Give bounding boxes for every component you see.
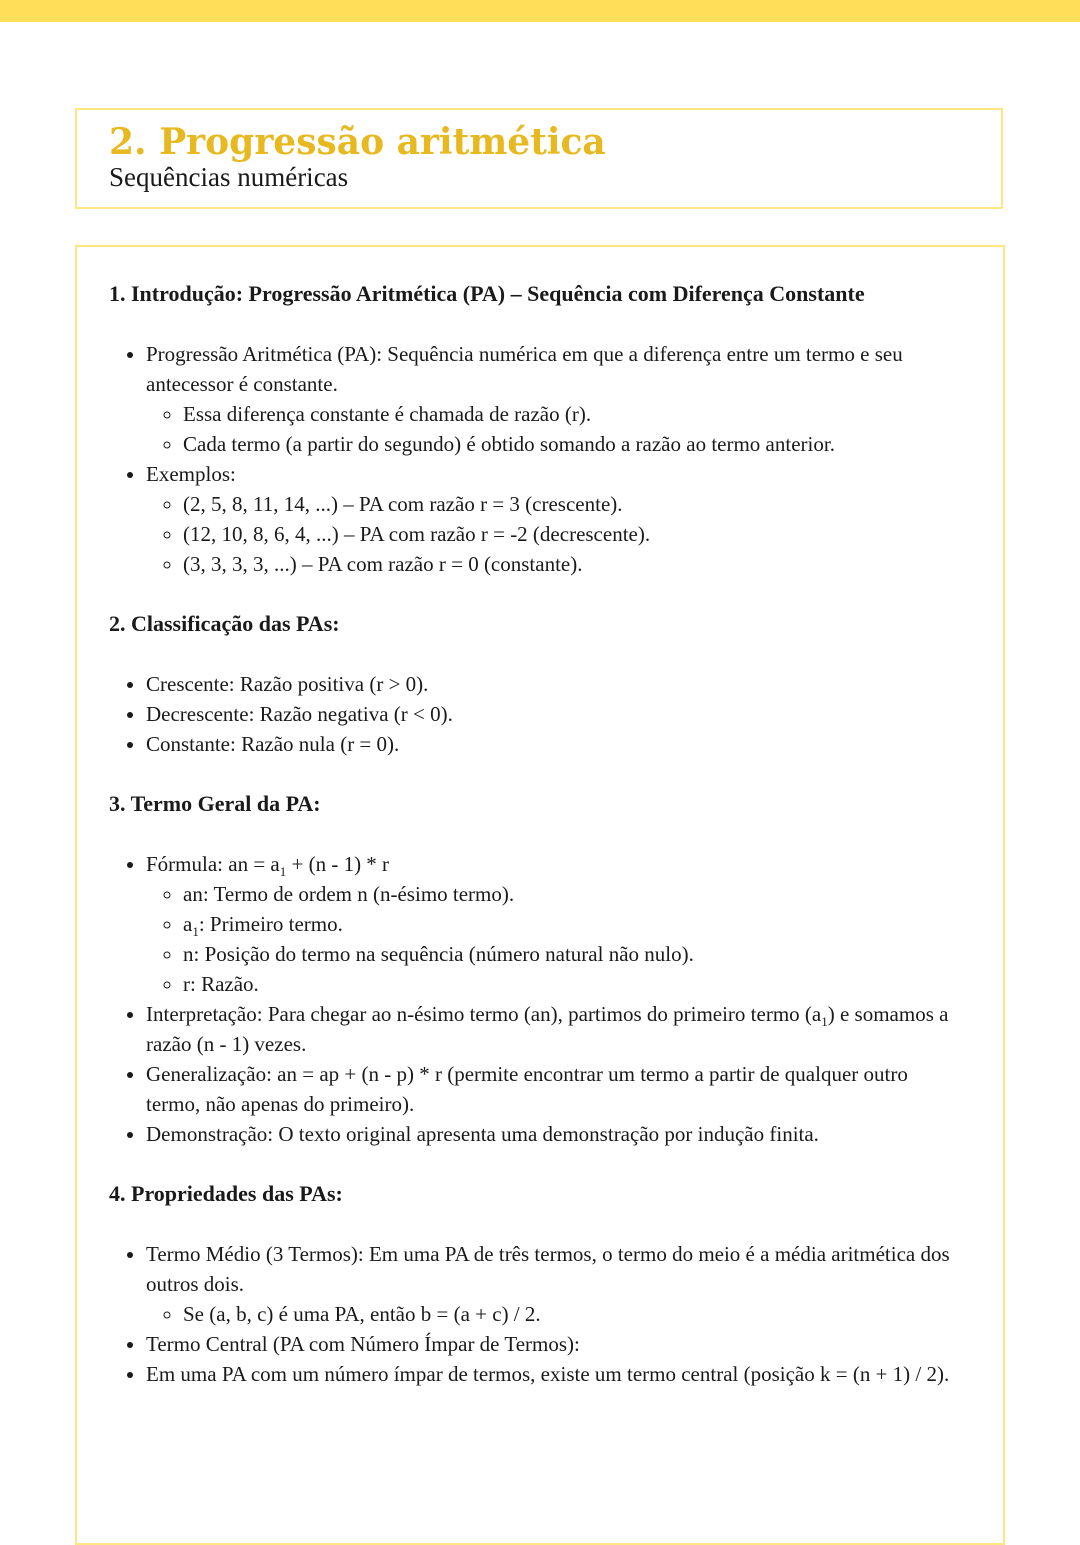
list-classificacao (109, 669, 967, 759)
list-item: ◦ Cada termo (a partir do segundo) é obtido somando a razão ao termo anterior. (183, 429, 967, 459)
term-subscript: 1 (192, 924, 199, 940)
list-item (183, 909, 967, 939)
list-item (146, 1239, 967, 1329)
list-item (146, 999, 967, 1059)
list-item: • Decrescente: Razão negativa (r < 0). (146, 699, 967, 729)
sublist (146, 1299, 967, 1329)
term-symbol: a (183, 912, 193, 936)
section-title-propriedades: 4. Propriedades das PAs: (109, 1181, 343, 1206)
formula-text-pre: Fórmula: an = a (146, 852, 280, 876)
page-subtitle: Sequências numéricas (109, 162, 349, 192)
list-item: ◦ Essa diferença constante é chamada de razão (r). (183, 399, 967, 429)
list-item: ◦ r: Razão. (183, 969, 967, 999)
list-item: • Em uma PA com um número ímpar de termos, existe um termo central (posição k = (n + 1) / 2). (146, 1359, 967, 1389)
list-item: • Crescente: Razão positiva (r > 0). (146, 669, 967, 699)
list-item-text: Termo Médio (3 Termos): Em uma PA de três termos, o termo do meio é a média aritmética dos outros dois. (146, 1242, 950, 1296)
list-item: ◦ n: Posição do termo na sequência (número natural não nulo). (183, 939, 967, 969)
list-item: • Constante: Razão nula (r = 0). (146, 729, 967, 759)
list-item-text: Progressão Aritmética (PA): Sequência numérica em que a diferença entre um termo e seu antecessor é constante. (146, 342, 903, 396)
title-box (75, 108, 1003, 209)
list-item-text: Exemplos: (146, 462, 236, 486)
list-propriedades (109, 1239, 967, 1389)
page-title: 2. Progressão aritmética (109, 121, 606, 163)
list-introducao (109, 339, 967, 579)
list-item (146, 339, 967, 459)
list-item: • Termo Central (PA com Número Ímpar de Termos): (146, 1329, 967, 1359)
formula-subscript: 1 (279, 864, 287, 880)
list-item (146, 849, 967, 999)
interp-text-post: ) e somamos a razão (n - 1) vezes. (146, 1002, 949, 1056)
sublist (146, 489, 967, 579)
section-title-termo-geral: 3. Termo Geral da PA: (109, 791, 321, 816)
formula-text-post: + (n - 1) * r (286, 852, 390, 876)
sublist (146, 399, 967, 459)
list-item (146, 459, 967, 579)
list-item: ◦ (3, 3, 3, 3, ...) – PA com razão r = 0 (constante). (183, 549, 967, 579)
list-item: ◦ Se (a, b, c) é uma PA, então b = (a + c) / 2. (183, 1299, 967, 1329)
list-item: • Demonstração: O texto original apresenta uma demonstração por indução finita. (146, 1119, 967, 1149)
list-item: • Generalização: an = ap + (n - p) * r (permite encontrar um termo a partir de qualquer outro termo, não apenas do primeiro). (146, 1059, 967, 1119)
list-item: ◦ an: Termo de ordem n (n-ésimo termo). (183, 879, 967, 909)
list-termo-geral (109, 849, 967, 1149)
interp-text-pre: Interpretação: Para chegar ao n-ésimo termo (an), partimos do primeiro termo (a (146, 1002, 822, 1026)
section-title-introducao: 1. Introdução: Progressão Aritmética (PA) – Sequência com Diferença Constante (109, 281, 865, 306)
list-item: ◦ (2, 5, 8, 11, 14, ...) – PA com razão r = 3 (crescente). (183, 489, 967, 519)
term-text: : Primeiro termo. (198, 912, 343, 936)
sublist (146, 879, 967, 999)
section-title-classificacao: 2. Classificação das PAs: (109, 611, 340, 636)
interp-subscript: 1 (821, 1014, 828, 1030)
list-item: ◦ (12, 10, 8, 6, 4, ...) – PA com razão r = -2 (decrescente). (183, 519, 967, 549)
top-accent-bar (0, 0, 1080, 22)
content-box (75, 245, 1005, 1545)
